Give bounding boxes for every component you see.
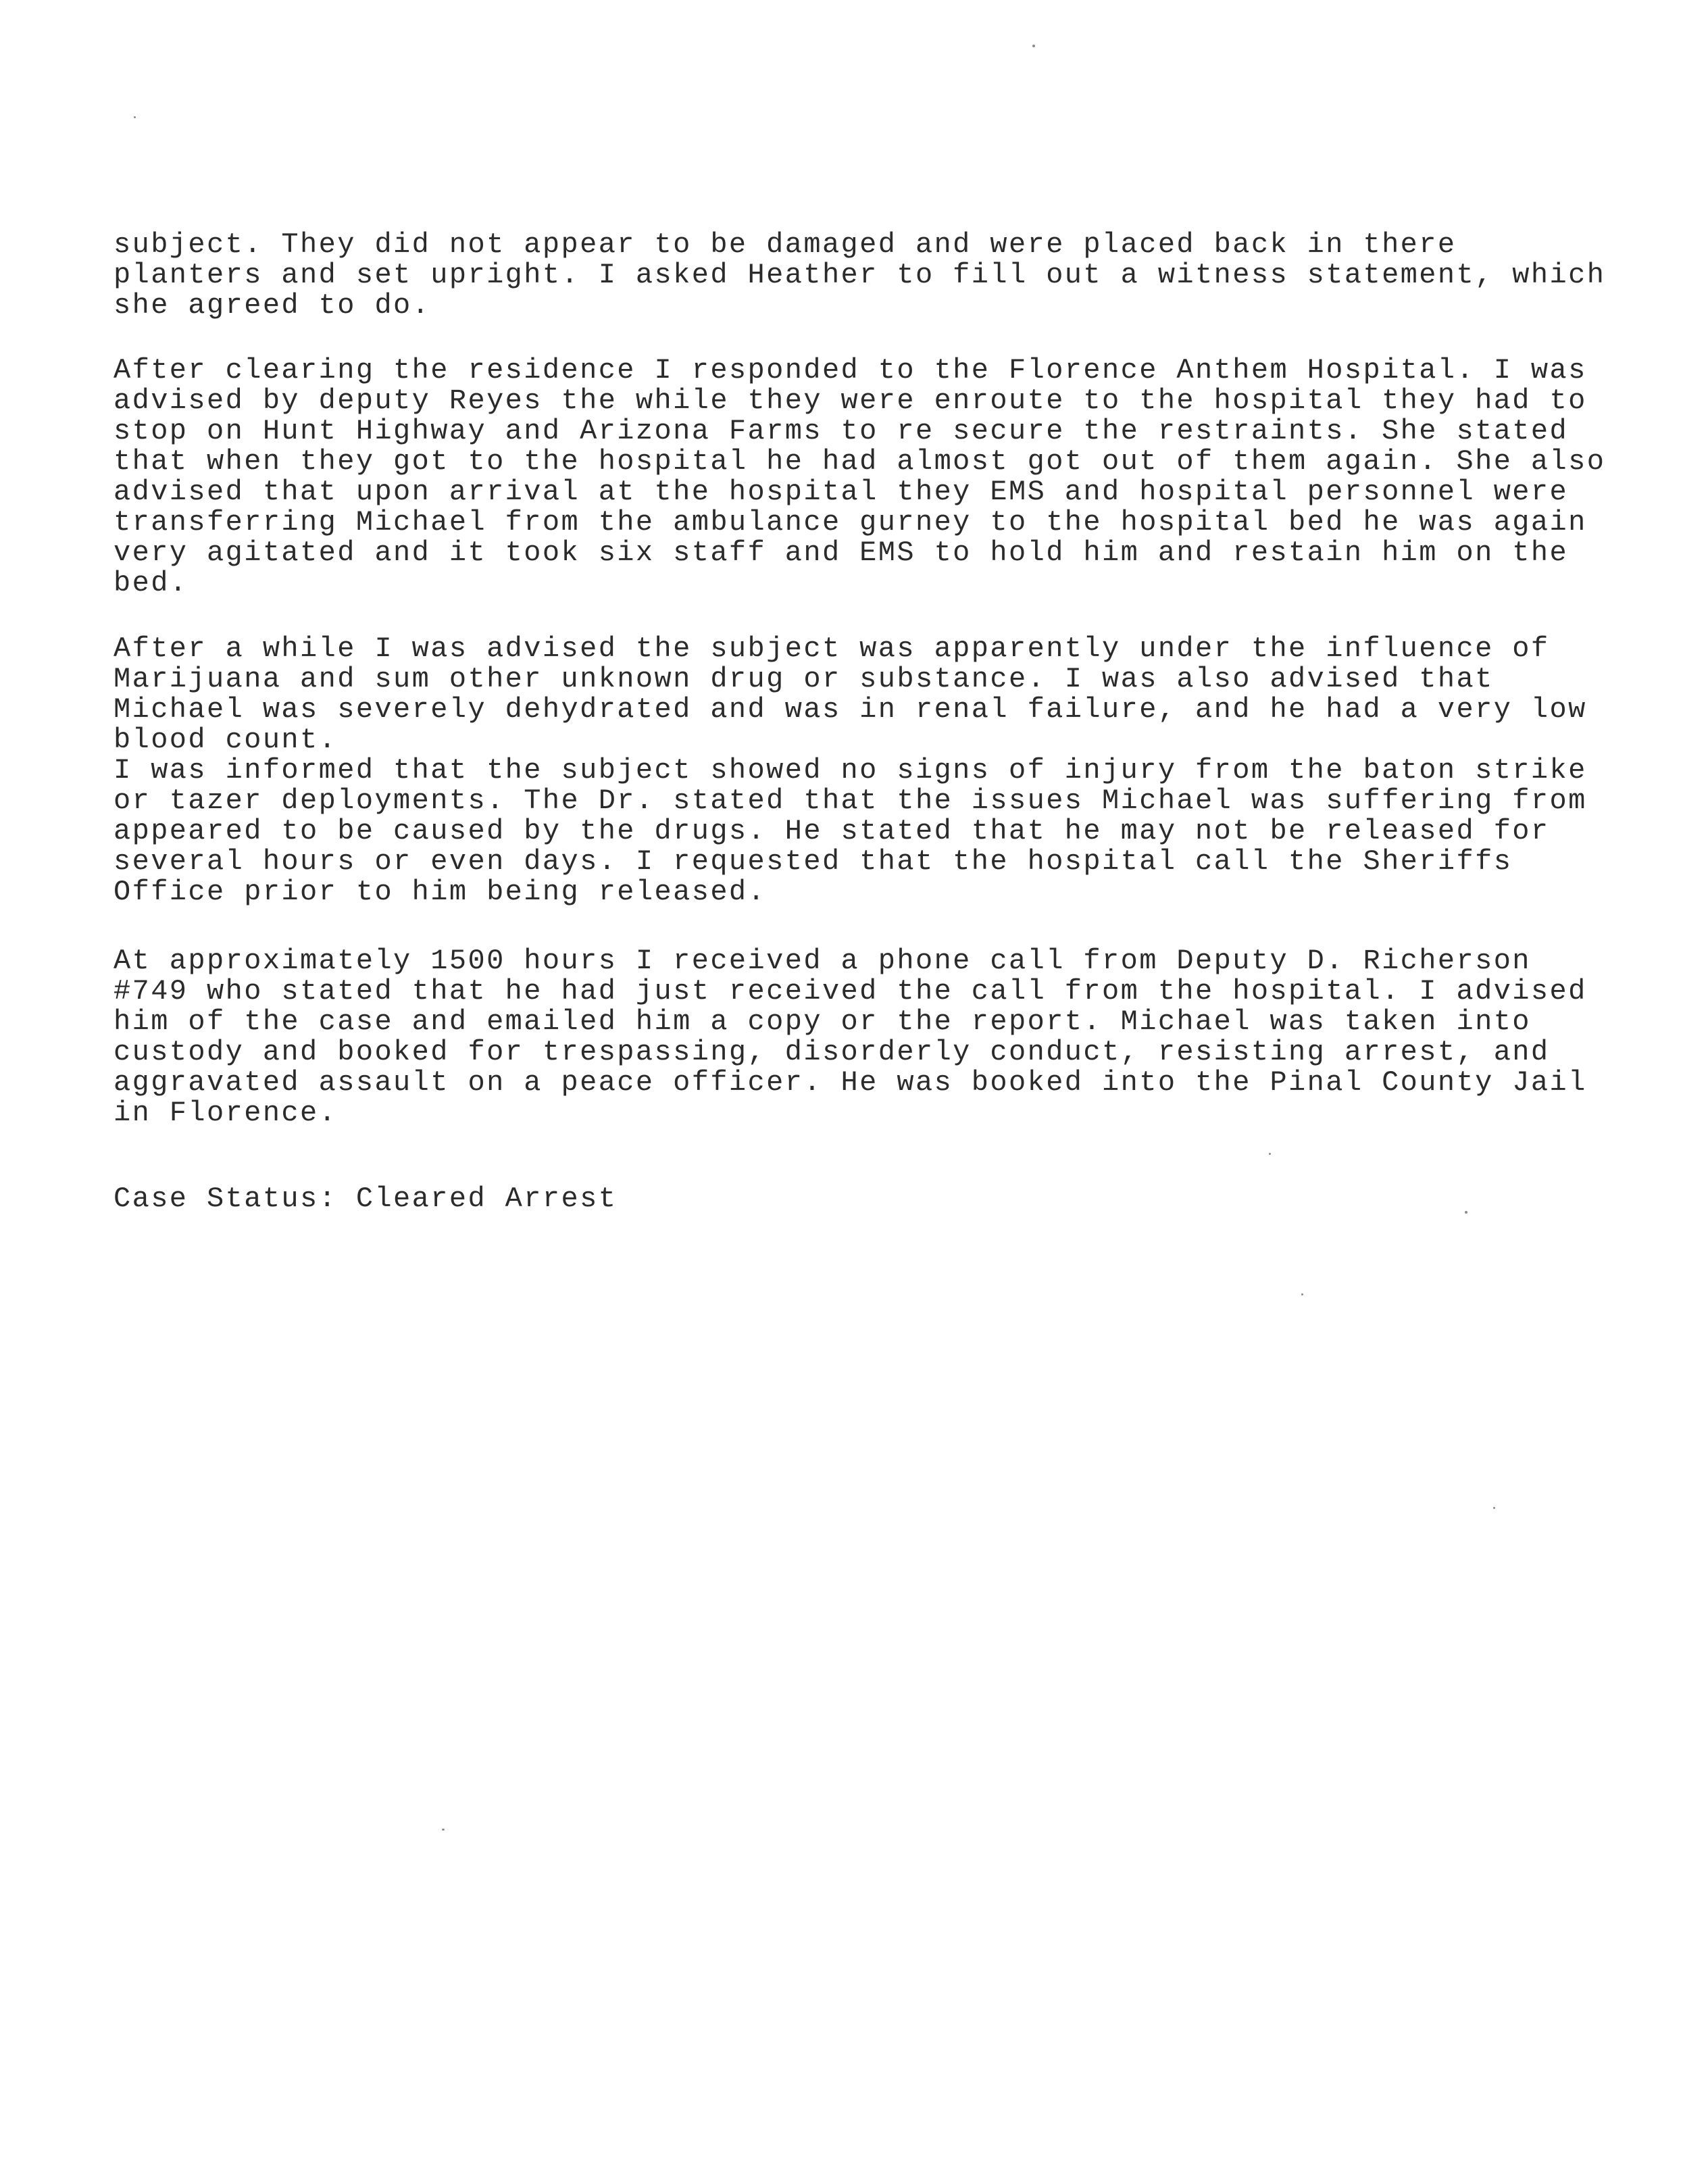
- text-line: custody and booked for trespassing, disorderly conduct, resisting arrest, and: [114, 1036, 1550, 1068]
- paragraph-residence-clearing: [114, 230, 1627, 321]
- case-status-text: Case Status: Cleared Arrest: [114, 1183, 618, 1215]
- text-line: or tazer deployments. The Dr. stated that the issues Michael was suffering from: [114, 785, 1587, 817]
- text-line: aggravated assault on a peace officer. He was booked into the Pinal County Jail: [114, 1066, 1587, 1099]
- text-line: appeared to be caused by the drugs. He stated that he may not be released for: [114, 815, 1550, 847]
- text-line: bed.: [114, 567, 189, 599]
- text-line: advised by deputy Reyes the while they were enroute to the hospital they had to: [114, 384, 1587, 417]
- paragraph-medical-findings: [114, 634, 1627, 908]
- text-line: that when they got to the hospital he had almost got out of them again. She also: [114, 445, 1606, 478]
- scan-speck: [1301, 1293, 1303, 1295]
- text-line: very agitated and it took six staff and EMS to hold him and restain him on the: [114, 537, 1569, 569]
- scan-speck: [442, 1829, 445, 1831]
- text-line: several hours or even days. I requested that the hospital call the Sheriffs: [114, 845, 1513, 878]
- text-line: #749 who stated that he had just received the call from the hospital. I advised: [114, 975, 1587, 1008]
- text-line: stop on Hunt Highway and Arizona Farms to re secure the restraints. She stated: [114, 415, 1569, 447]
- scan-speck: [1465, 1211, 1467, 1214]
- text-line: Michael was severely dehydrated and was in renal failure, and he had a very low: [114, 693, 1587, 726]
- scan-speck: [1269, 1153, 1271, 1155]
- scan-speck: [1493, 1507, 1495, 1509]
- case-status: [114, 1184, 1627, 1214]
- scan-speck: [134, 116, 136, 118]
- text-line: After clearing the residence I responded to the Florence Anthem Hospital. I was: [114, 354, 1587, 387]
- text-line: transferring Michael from the ambulance gurney to the hospital bed he was again: [114, 506, 1587, 539]
- text-line: At approximately 1500 hours I received a phone call from Deputy D. Richerson: [114, 945, 1531, 977]
- text-line: in Florence.: [114, 1097, 338, 1129]
- text-line: him of the case and emailed him a copy or the report. Michael was taken into: [114, 1006, 1531, 1038]
- text-line: planters and set upright. I asked Heather to fill out a witness statement, which: [114, 259, 1606, 291]
- text-line: I was informed that the subject showed no signs of injury from the baton strike: [114, 754, 1587, 787]
- text-line: After a while I was advised the subject was apparently under the influence of: [114, 632, 1550, 665]
- text-line: blood count.: [114, 724, 338, 756]
- paragraph-hospital-transport: [114, 355, 1627, 599]
- scan-speck: [1032, 45, 1035, 47]
- text-line: advised that upon arrival at the hospital they EMS and hospital personnel were: [114, 476, 1569, 508]
- text-line: she agreed to do.: [114, 289, 431, 322]
- paragraph-booking: [114, 946, 1627, 1128]
- text-line: Office prior to him being released.: [114, 876, 767, 908]
- text-line: Marijuana and sum other unknown drug or substance. I was also advised that: [114, 663, 1494, 695]
- text-line: subject. They did not appear to be damaged and were placed back in there: [114, 228, 1457, 261]
